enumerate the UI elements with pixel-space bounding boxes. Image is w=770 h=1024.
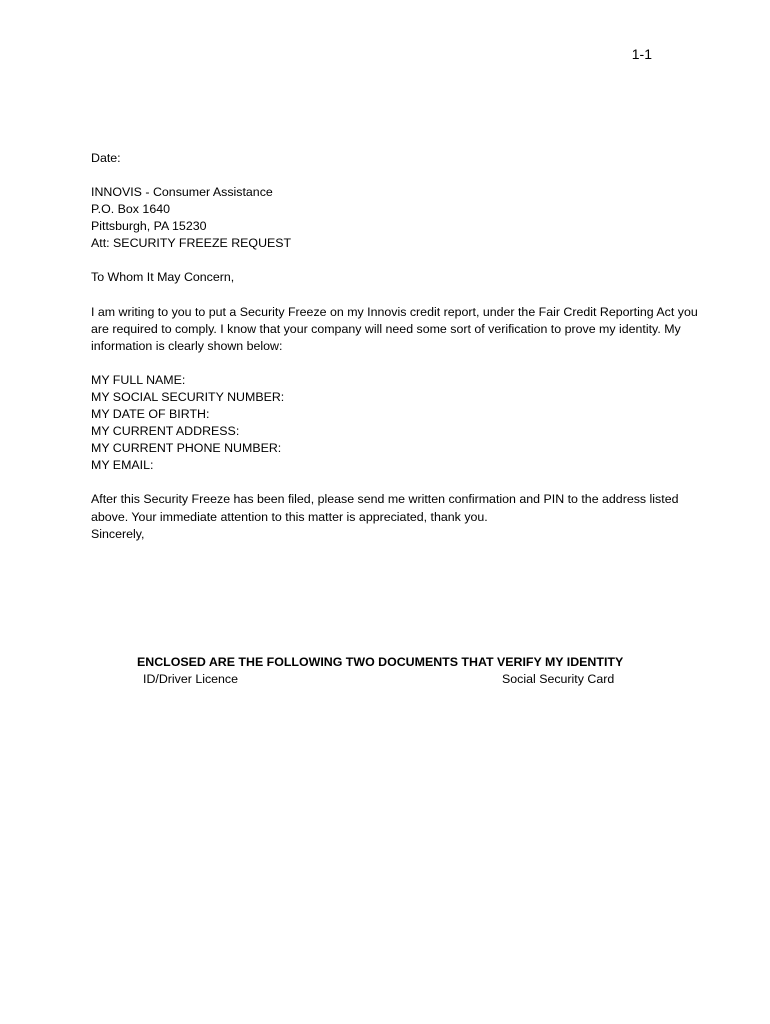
field-date-of-birth: MY DATE OF BIRTH: [91, 407, 210, 422]
letter-body [91, 150, 711, 543]
field-current-address: MY CURRENT ADDRESS: [91, 424, 240, 439]
recipient-address [91, 184, 711, 252]
field-phone-number: MY CURRENT PHONE NUMBER: [91, 441, 282, 456]
recipient-line-3: Pittsburgh, PA 15230 [91, 219, 207, 234]
closing-paragraph: After this Security Freeze has been filed, please send me written confirmation and PIN to the address listed above. Your immediate attention to this matter is appreciated, thank you. [91, 492, 679, 524]
recipient-line-4: Att: SECURITY FREEZE REQUEST [91, 236, 292, 251]
field-ssn: MY SOCIAL SECURITY NUMBER: [91, 389, 285, 404]
enclosed-documents-section [137, 654, 657, 686]
salutation: To Whom It May Concern, [91, 270, 235, 285]
spacer [91, 355, 711, 372]
spacer [91, 287, 711, 304]
body-paragraph: I am writing to you to put a Security Freeze on my Innovis credit report, under the Fair Credit Reporting Act you are required to comply. I know that your company will need some sort of verification to prove my identity. My information is clearly shown below: [91, 304, 698, 353]
enclosed-doc-driver-licence: ID/Driver Licence [143, 672, 239, 686]
page-number: 1-1 [631, 46, 652, 62]
spacer [91, 167, 711, 184]
spacer [91, 474, 711, 491]
recipient-line-2: P.O. Box 1640 [91, 202, 170, 217]
enclosed-doc-social-security-card: Social Security Card [502, 672, 615, 686]
field-full-name: MY FULL NAME: [91, 372, 186, 387]
date-label: Date: [91, 151, 121, 165]
sign-off: Sincerely, [91, 526, 145, 541]
recipient-line-1: INNOVIS - Consumer Assistance [91, 185, 273, 200]
field-email: MY EMAIL: [91, 458, 154, 473]
spacer [91, 252, 711, 269]
enclosed-title: ENCLOSED ARE THE FOLLOWING TWO DOCUMENTS THAT VERIFY MY IDENTITY [137, 655, 624, 669]
personal-info-fields [91, 372, 711, 475]
